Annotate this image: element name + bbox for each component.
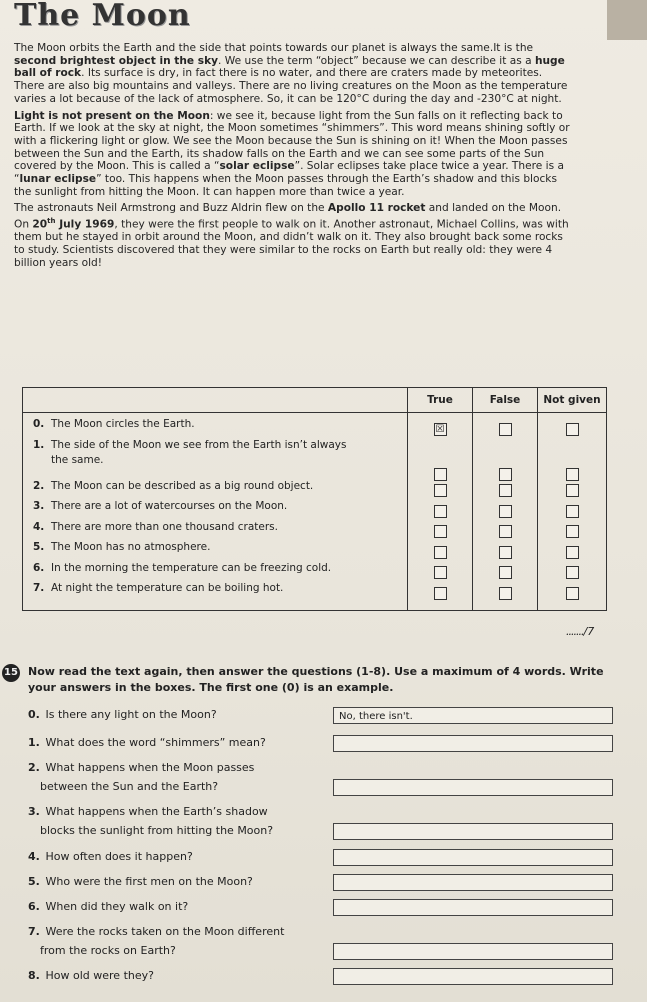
question-number: 1. [28,736,40,749]
answer-box-3[interactable] [333,823,613,840]
checkbox-true-0[interactable]: ☒ [434,423,447,436]
checkbox-not-given-0[interactable] [566,423,579,436]
question-2 [28,758,254,796]
passage-text-run: Light is not present on the Moon [14,109,210,122]
checkbox-true-1[interactable] [434,468,447,481]
answer-box-1[interactable] [333,735,613,752]
statement-7 [33,581,397,602]
question-text: Were the rocks taken on the Moon different [45,925,285,938]
checkbox-cell [539,583,605,604]
question-number: 2. [28,761,40,774]
passage-text-run: . [218,54,222,67]
true-column [408,413,473,611]
question-3 [28,802,273,840]
answer-box-5[interactable] [333,874,613,891]
reading-passage [14,42,574,269]
checkbox-cell [409,419,471,440]
question-7 [28,922,284,960]
statement-number: 5. [33,541,45,553]
checkbox-false-1[interactable] [499,468,512,481]
question-0 [28,705,217,724]
checkbox-cell [539,542,605,563]
checkbox-cell [409,501,471,522]
header-not-given: Not given [538,388,607,413]
passage-text-run: solar eclipse [219,160,295,173]
question-number: 3. [28,805,40,818]
checkbox-true-4[interactable] [434,525,447,538]
question-number: 6. [28,900,40,913]
score-blank: ....... [566,625,584,638]
checkbox-false-0[interactable] [499,423,512,436]
question-text: Is there any light on the Moon? [45,708,217,721]
statement-text: The Moon circles the Earth. [51,418,195,430]
table-header-row [23,388,607,413]
checkbox-cell [474,522,536,543]
checkbox-true-6[interactable] [434,566,447,579]
statement-text: There are a lot of watercourses on the Moon. [51,500,288,512]
checkbox-not-given-6[interactable] [566,566,579,579]
question-text-continued: between the Sun and the Earth? [40,780,219,793]
statement-text: The Moon has no atmosphere. [51,541,211,553]
passage-text-run: and landed on the Moon. On [14,202,562,231]
true-false-table [22,387,607,611]
statement-text: At night the temperature can be boiling hot. [51,582,284,594]
statement-6 [33,561,397,582]
checkbox-cell [539,440,605,481]
checkbox-false-5[interactable] [499,546,512,559]
checkbox-true-2[interactable] [434,484,447,497]
question-6 [28,897,188,916]
score [566,625,594,638]
checkbox-not-given-3[interactable] [566,505,579,518]
checkbox-false-7[interactable] [499,587,512,600]
question-text: When did they walk on it? [45,900,189,913]
checkbox-true-5[interactable] [434,546,447,559]
header-statement [23,388,408,413]
passage-text-run: Apollo 11 rocket [327,202,426,215]
statement-number: 2. [33,479,45,492]
passage-paragraph-1 [14,42,574,106]
statement-4 [33,520,397,541]
question-text-continued: from the rocks on Earth? [40,944,176,957]
exercise-instructions: Now read the text again, then answer the questions (1-8). Use a maximum of 4 words. Write your answers in the boxes. The first one (0) is an example. [28,665,604,694]
question-number: 7. [28,925,40,938]
checkbox-cell [539,481,605,502]
question-text: How often does it happen? [45,850,193,863]
checkbox-cell [474,419,536,440]
checkbox-cell [474,501,536,522]
question-text-continued: blocks the sunlight from hitting the Moon? [40,824,274,837]
header-false: False [473,388,538,413]
checkbox-true-3[interactable] [434,505,447,518]
answer-box-7[interactable] [333,943,613,960]
statement-1 [33,438,397,479]
statement-text-continued: the same. [51,453,104,466]
statement-3 [33,499,397,520]
passage-text-run: ”. Solar eclipses take place twice a year. There is a “ [14,160,564,186]
checkbox-cell [409,440,471,481]
checkbox-cell [409,481,471,502]
checkbox-cell [474,563,536,584]
passage-text-run: lunar eclipse [19,173,97,186]
question-text: How old were they? [45,969,154,982]
header-true: True [408,388,473,413]
question-8 [28,966,154,985]
passage-paragraph-2 [14,110,574,199]
question-text: What does the word “shimmers” mean? [45,736,266,749]
checkbox-not-given-7[interactable] [566,587,579,600]
passage-text-run: huge ball of rock [14,54,565,80]
checkbox-not-given-5[interactable] [566,546,579,559]
checkbox-not-given-1[interactable] [566,468,579,481]
checkbox-cell [474,542,536,563]
statement-5 [33,540,397,561]
checkbox-cell [539,522,605,543]
page-title: The Moon [14,0,191,33]
passage-text-run: We use the term “object” because we can describe it as a [221,54,535,67]
question-text: What happens when the Earth’s shadow [45,805,268,818]
not-given-column [538,413,607,611]
checkbox-false-3[interactable] [499,505,512,518]
answer-box-4[interactable] [333,849,613,866]
passage-paragraph-3 [14,202,574,269]
passage-text-run: . Its surface is dry, in fact there is no water, and there are craters made by meteorites. There are also big mountains and valleys. There are no living creatures on the Moon as the temperature varies a lot because of the lack of atmosphere. So, it can be 120°C during the day and -230°C at night. [14,67,568,105]
table-body-row [23,413,607,611]
statement-number: 1. [33,438,45,451]
question-5 [28,872,253,891]
passage-text-run: The Moon orbits the Earth and the side that points towards our planet is always the same. [14,42,494,54]
question-number: 0. [28,708,40,721]
passage-text-run: th [47,217,56,226]
statement-number: 3. [33,500,45,512]
statement-text: The side of the Moon we see from the Earth isn’t always [51,438,347,451]
checkbox-cell [539,501,605,522]
exercise-number-badge: 15 [2,664,20,682]
checkbox-not-given-4[interactable] [566,525,579,538]
score-total: /7 [583,625,595,638]
checkbox-cell [474,481,536,502]
passage-text-run: July 1969 [55,218,115,231]
table-corner-background [607,0,647,40]
statement-number: 7. [33,582,45,594]
question-1 [28,733,266,752]
checkbox-cell [409,542,471,563]
question-text: What happens when the Moon passes [45,761,255,774]
question-text: Who were the first men on the Moon? [45,875,253,888]
passage-text-run: 20 [32,218,48,231]
passage-text-run: : we see it, because light from the Sun falls on it reflecting back to Earth. If we look at the sky at night, the Moon sometimes “shimmers”. This word means shining softly or with a flickering light or glow. We see the Moon because the Sun is shining on it! When the Moon passes between the Sun and the Earth, its shadow falls on the Earth and we can see some parts of the Sun covered by the Moon. This is called a “ [14,109,570,173]
checkbox-false-4[interactable] [499,525,512,538]
statement-text: The Moon can be described as a big round object. [51,479,314,492]
checkbox-cell [474,583,536,604]
statement-0 [33,417,397,438]
passage-text-run: , they were the first people to walk on it. Another astronaut, Michael Collins, was with them but he stayed in orbit around the Moon, and didn’t walk on it. They also brought back some rocks to study. Scientists discovered that they were similar to the rocks on Earth but really old: they were 4 billion years old! [14,218,569,269]
question-4 [28,847,193,866]
statement-text: In the morning the temperature can be freezing cold. [51,561,332,574]
checkbox-true-7[interactable] [434,587,447,600]
passage-text-run: The astronauts Neil Armstrong and Buzz Aldrin flew on the [14,202,328,215]
statement-number: 0. [33,418,45,430]
answer-box-6[interactable] [333,899,613,916]
checkbox-not-given-2[interactable] [566,484,579,497]
question-number: 4. [28,850,40,863]
checkbox-cell [409,563,471,584]
checkbox-cell [409,522,471,543]
checkbox-cell [539,563,605,584]
statement-2 [33,479,397,500]
checkbox-cell [409,583,471,604]
checkbox-cell [474,440,536,481]
checkbox-false-6[interactable] [499,566,512,579]
passage-text-run: second brightest object in the sky [14,54,219,67]
statements-column [23,413,408,611]
answer-box-8[interactable] [333,968,613,985]
question-number: 8. [28,969,40,982]
answer-box-0[interactable]: No, there isn't. [333,707,613,724]
answer-box-2[interactable] [333,779,613,796]
statement-number: 6. [33,561,45,574]
passage-text-run: It is the [493,42,534,54]
statement-number: 4. [33,520,45,533]
false-column [473,413,538,611]
question-number: 5. [28,875,40,888]
checkbox-false-2[interactable] [499,484,512,497]
statement-text: There are more than one thousand craters. [51,520,278,533]
passage-text-run: ” too. This happens when the Moon passes through the Earth’s shadow and this blocks the sunlight from hitting the Moon. It can happen more than twice a year. [14,173,557,198]
checkbox-cell [539,419,605,440]
